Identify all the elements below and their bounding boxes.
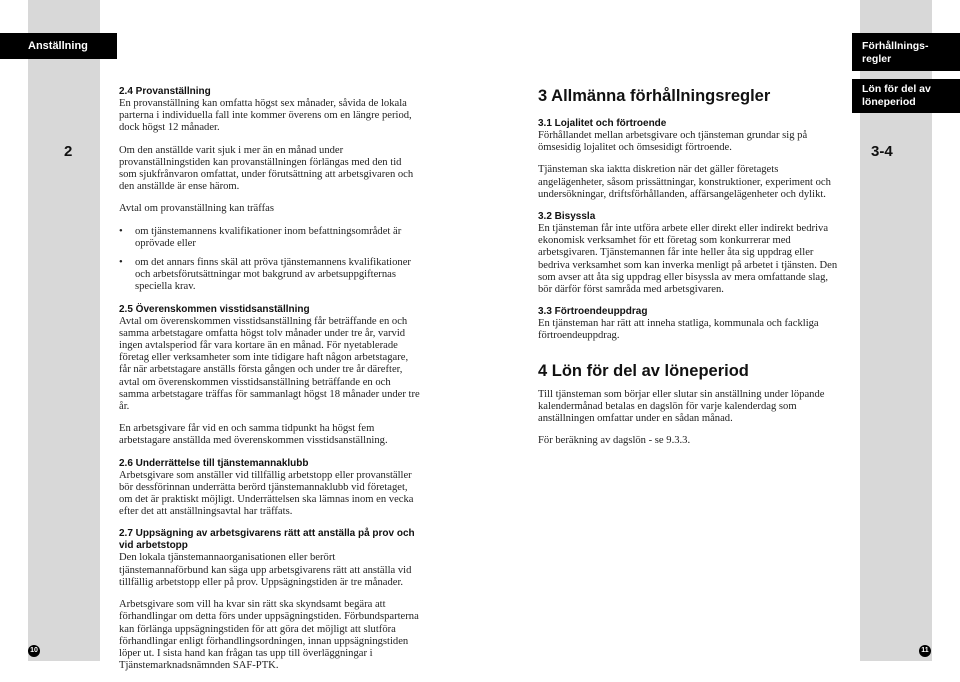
heading-2-4: 2.4 Provanställning — [119, 86, 211, 97]
paragraph: Avtal om överenskommen visstidsanställning får beträffande en och samma arbetstagare omfatta högst tolv månader under tre år, varvid ingen avtalsperiod får vara kortare än en månad. För nyetablerade företag eller verksamheter som inte tidigare haft någon arbetstagare, får när arbetstagare anställs första gången och under tre år därefter, avtal om överenskommen visstidsanställning beträffande en och samma arbetstagare träffas för sammanlagt högst 18 månader under tre år. — [119, 315, 420, 413]
left-column — [119, 86, 421, 682]
paragraph: Arbetsgivare som vill ha kvar sin rätt ska skyndsamt begära att förhandlingar om detta förs under uppsägningstiden. Förbundsparterna kan förlänga uppsägningstiden för att göra det möjligt att slutföra förhandlingar enligt förhandlingsordningen, innan uppsägningstiden löper ut. I sista hand kan frågan tas upp till överläggningar i Tjänstemarknadsnämnden SAF-PTK. — [119, 599, 419, 672]
paragraph: Avtal om provanställning kan träffas — [119, 203, 274, 215]
left-gray-strip — [28, 0, 100, 661]
paragraph: Den lokala tjänstemannaorganisationen eller berört tjänstemannaförbund kan säga upp arbetsgivarens rätt att anställa vid tillfällig arbetstopp eller på prov. Uppsägningstiden är tre månader. — [119, 552, 412, 588]
bullet-icon: • — [119, 257, 123, 269]
right-page-number: 11 — [919, 645, 931, 657]
heading-2-6: 2.6 Underrättelse till tjänstemannaklubb — [119, 457, 309, 469]
section-2-7 — [119, 528, 421, 672]
paragraph: Till tjänsteman som börjar eller slutar sin anställning under löpande kalendermånad betalas en dagslön för varje kalenderdag som anställningen omfattar under en sådan månad. — [538, 388, 825, 425]
paragraph: En tjänsteman får inte utföra arbete eller direkt eller indirekt bedriva ekonomisk verksamhet för ett företag som konkurrerar med arbetsgivaren. Tjänstemannen får inte heller åta sig uppdrag eller bedriva verksamhet som kan inverka menligt på arbetet i tjänsten. Den som avser att åta sig uppdrag eller bisyssla av mera omfattande slag, bör därför först samråda med arbetsgivaren. — [538, 223, 838, 296]
paragraph: Tjänsteman ska iaktta diskretion när det gäller företagets angelägenheter, såsom prissättningar, konstruktioner, experiment och undersökningar, driftsförhållanden, affärsangelägenheter och dylikt. — [538, 164, 831, 200]
right-column — [538, 86, 842, 457]
section-2-6 — [119, 458, 421, 519]
title-section-4: 4 Lön för del av löneperiod — [538, 361, 749, 380]
heading-3-1: 3.1 Lojalitet och förtroende — [538, 118, 667, 129]
section-2-5 — [119, 304, 421, 448]
right-side-label: Lön för del av löneperiod — [852, 79, 960, 113]
left-chapter-number: 2 — [64, 143, 73, 160]
paragraph: En arbetsgivare får vid en och samma tidpunkt ha högst fem arbetstagare anställda med överenskommen visstidsanställning. — [119, 423, 388, 447]
section-3-3 — [538, 306, 842, 342]
section-3-2 — [538, 211, 842, 296]
bullet-icon: • — [119, 225, 123, 237]
paragraph: Förhållandet mellan arbetsgivare och tjänsteman grundar sig på ömsesidig lojalitet och ömsesidigt förtroende. — [538, 130, 808, 154]
paragraph: Om den anställde varit sjuk i mer än en månad under provanställningstiden kan provanställningen förlängas med den tid som sjukfrånvaron omfattat, under förutsättning att arbetsgivaren och den anställde är ense härom. — [119, 144, 414, 193]
section-4 — [538, 361, 842, 448]
right-header-tab — [852, 33, 960, 71]
heading-3-2: 3.2 Bisyssla — [538, 211, 596, 223]
right-chapter-number: 3-4 — [871, 143, 893, 160]
left-tab-label: Anställning — [28, 40, 88, 52]
heading-2-7: 2.7 Uppsägning av arbetsgivarens rätt att anställa på prov och vid arbetstopp — [119, 528, 415, 552]
paragraph: För beräkning av dagslön - se 9.3.3. — [538, 435, 691, 447]
list-item: • om det annars finns skäl att pröva tjänstemannens kvalifikationer och arbetsförutsättningar mot bakgrund av arbetsuppgifternas speciella krav. — [119, 257, 411, 293]
bullet-list — [119, 226, 421, 294]
paragraph: En tjänsteman har rätt att inneha statliga, kommunala och fackliga förtroendeuppdrag. — [538, 318, 819, 342]
left-header-tab — [0, 33, 117, 59]
right-tab-label: Förhållnings- regler — [862, 40, 929, 65]
left-page-number: 10 — [28, 645, 40, 657]
paragraph: Arbetsgivare som anställer vid tillfällig arbetstopp eller provanställer bör dessförinnan underrätta berörd tjänstemannaklubb vid företaget, om det är praktiskt möjligt. Underrättelsen ska lämnas inom en vecka efter det att anställningsavtal har träffats. — [119, 469, 414, 518]
heading-3-3: 3.3 Förtroendeuppdrag — [538, 306, 648, 318]
section-3-1 — [538, 118, 842, 201]
section-2-4 — [119, 86, 421, 294]
title-section-3: 3 Allmänna förhållningsregler — [538, 87, 771, 105]
heading-2-5: 2.5 Överenskommen visstidsanställning — [119, 303, 310, 315]
list-item: • om tjänstemannens kvalifikationer inom befattningsområdet är oprövade eller — [119, 225, 402, 249]
paragraph: En provanställning kan omfatta högst sex månader, såvida de lokala parterna i individuella fall inte kommer överens om en längre period, dock högst 12 månader. — [119, 98, 412, 134]
